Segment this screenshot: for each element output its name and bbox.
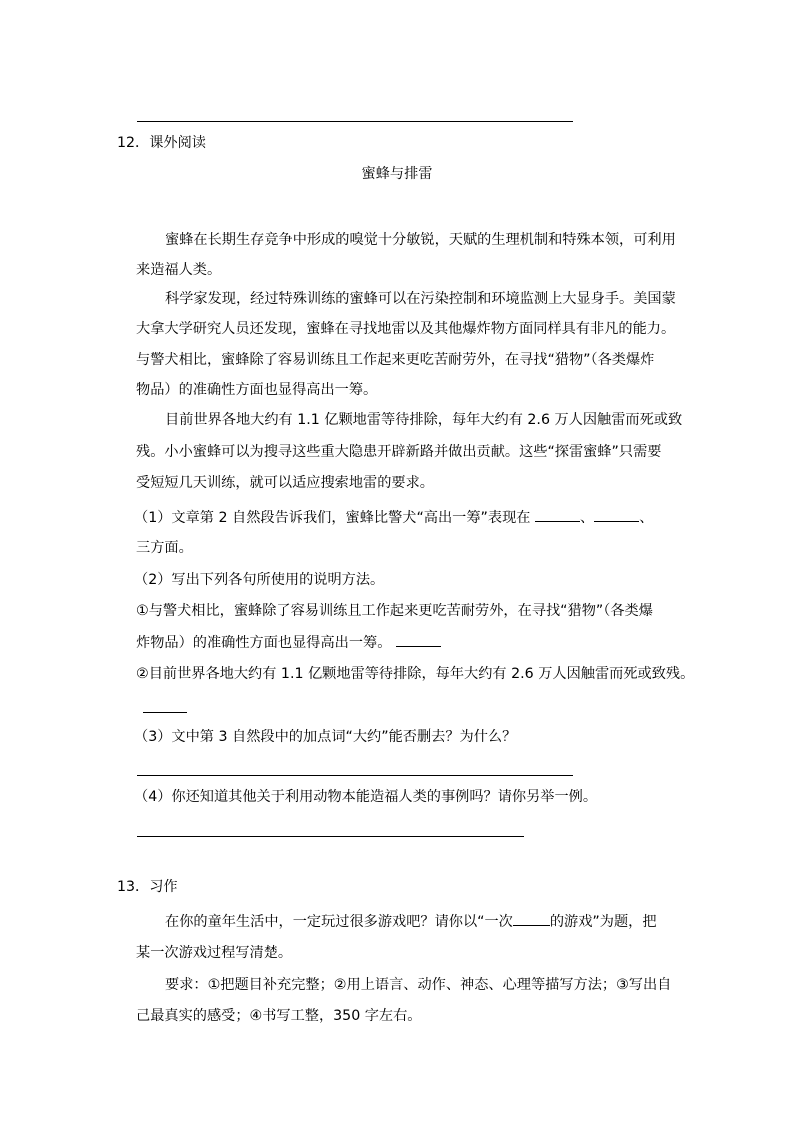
answer-line[interactable] <box>137 775 573 776</box>
passage-line: 目前世界各地大约有 1.1 亿颗地雷等待排除，每年大约有 2.6 万人因触雷而死或致 <box>165 412 683 428</box>
separator: 、 <box>639 510 654 526</box>
question-13-heading: 13．习作 <box>117 879 178 895</box>
question-2-item-1-cont <box>136 632 441 652</box>
answer-blank[interactable] <box>396 632 441 647</box>
question-1-cont: 三方面。 <box>136 540 193 556</box>
question-2-item-2: ②目前世界各地大约有 1.1 亿颗地雷等待排除，每年大约有 2.6 万人因触雷而死或致残。 <box>136 666 695 682</box>
passage-line: 物品）的准确性方面也显得高出一筹。 <box>136 382 378 398</box>
essay-prompt <box>165 911 657 931</box>
essay-prompt-text: 的游戏”为题，把 <box>549 914 657 930</box>
separator: 、 <box>579 510 595 526</box>
essay-requirements-cont: 己最真实的感受；④书写工整，350 字左右。 <box>136 1008 422 1024</box>
question-2-item-1: ①与警犬相比，蜜蜂除了容易训练且工作起来更吃苦耐劳外，在寻找“猎物”（各类爆 <box>136 603 653 619</box>
passage-line: 蜜蜂在长期生存竞争中形成的嗅觉十分敏锐，天赋的生理机制和特殊本领，可利用 <box>165 232 676 248</box>
essay-prompt-text: 在你的童年生活中，一定玩过很多游戏吧？请你以“一次 <box>165 914 513 930</box>
question-2-item-1-text: 炸物品）的准确性方面也显得高出一筹。 <box>136 635 396 651</box>
question-1 <box>134 507 653 527</box>
answer-line[interactable] <box>137 836 524 837</box>
passage-title: 蜜蜂与排雷 <box>361 166 433 182</box>
question-4: （4）你还知道其他关于利用动物本能造福人类的事例吗？请你另举一例。 <box>134 789 598 805</box>
essay-requirements: 要求：①把题目补充完整；②用上语言、动作、神态、心理等描写方法；③写出自 <box>165 977 672 993</box>
answer-blank[interactable] <box>594 507 639 522</box>
question-1-text: （1）文章第 2 自然段告诉我们，蜜蜂比警犬“高出一筹”表现在 <box>134 510 535 526</box>
answer-line-top[interactable] <box>137 121 573 122</box>
answer-blank[interactable] <box>143 712 187 713</box>
question-2: （2）写出下列各句所使用的说明方法。 <box>134 572 385 588</box>
answer-blank[interactable] <box>535 507 580 522</box>
question-12-heading: 12．课外阅读 <box>117 135 206 151</box>
title-blank[interactable] <box>513 911 550 926</box>
passage-line: 科学家发现，经过特殊训练的蜜蜂可以在污染控制和环境监测上大显身手。美国蒙 <box>165 291 676 307</box>
passage-line: 大拿大学研究人员还发现，蜜蜂在寻找地雷以及其他爆炸物方面同样具有非凡的能力。 <box>136 321 676 337</box>
passage-line: 来造福人类。 <box>136 262 222 278</box>
passage-line: 与警犬相比，蜜蜂除了容易训练且工作起来更吃苦耐劳外，在寻找“猎物”（各类爆炸 <box>136 352 655 368</box>
question-3: （3）文中第 3 自然段中的加点词“大约”能否删去？为什么？ <box>134 729 517 745</box>
essay-prompt-cont: 某一次游戏过程写清楚。 <box>136 945 293 961</box>
passage-line: 受短短几天训练，就可以适应搜索地雷的要求。 <box>136 475 434 491</box>
passage-line: 残。小小蜜蜂可以为搜寻这些重大隐患开辟新路并做出贡献。这些“探雷蜜蜂”只需要 <box>136 444 662 460</box>
